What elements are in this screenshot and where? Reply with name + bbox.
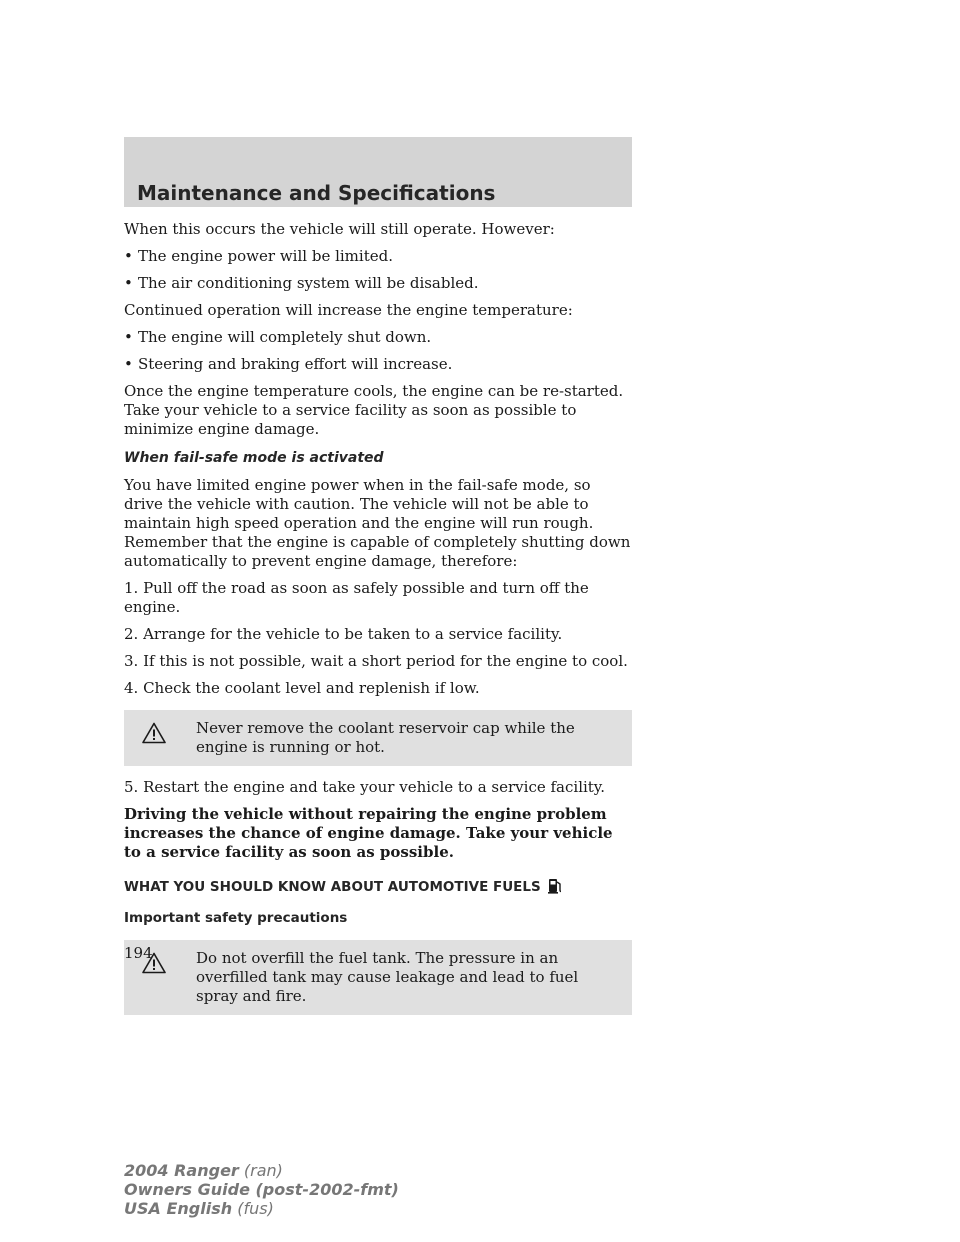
warning-box [124, 940, 632, 1015]
fuel-pump-icon [547, 876, 563, 894]
footer-line: Owners Guide (post-2002-fmt) [124, 1180, 399, 1199]
page-content [124, 220, 632, 1027]
document-footer [124, 1161, 399, 1218]
cools-paragraph: Once the engine temperature cools, the engine can be re-started. Take your vehicle to a service facility as soon as possible to minimize engine damage. [124, 382, 624, 438]
step-item: 4. Check the coolant level and replenish if low. [124, 679, 480, 697]
step-item: 2. Arrange for the vehicle to be taken to a service facility. [124, 625, 563, 643]
continued-paragraph: Continued operation will increase the engine temperature: [124, 301, 573, 319]
failsafe-paragraph: You have limited engine power when in the fail-safe mode, so drive the vehicle with caution. The vehicle will not be able to maintain high speed operation and the engine will run rough. Remember that the engine is capable of completely shutting down automatically to prevent engine damage, therefore: [124, 476, 631, 570]
engine-damage-warning: Driving the vehicle without repairing the engine problem increases the chance of engine damage. Take your vehicle to a service facility as soon as possible. [124, 805, 613, 861]
footer-line: USA English (fus) [124, 1199, 274, 1218]
fuels-heading: WHAT YOU SHOULD KNOW ABOUT AUTOMOTIVE FUELS [124, 876, 632, 897]
warning-text: Never remove the coolant reservoir cap while the engine is running or hot. [196, 719, 575, 756]
step-item: 5. Restart the engine and take your vehicle to a service facility. [124, 778, 606, 796]
footer-line: 2004 Ranger (ran) [124, 1161, 283, 1180]
section-header-band [124, 137, 632, 207]
section-title: Maintenance and Specifications [137, 181, 496, 205]
bullet-item: • The air conditioning system will be disabled. [124, 274, 479, 292]
warning-box [124, 710, 632, 766]
bullet-item: • Steering and braking effort will increase. [124, 355, 453, 373]
page-number: 194 [124, 944, 153, 962]
intro-paragraph: When this occurs the vehicle will still operate. However: [124, 220, 555, 238]
failsafe-heading: When fail-safe mode is activated [124, 450, 384, 466]
step-item: 3. If this is not possible, wait a short period for the engine to cool. [124, 652, 628, 670]
safety-heading: Important safety precautions [124, 910, 348, 926]
step-item: 1. Pull off the road as soon as safely possible and turn off the engine. [124, 579, 589, 616]
warning-triangle-icon [142, 722, 166, 744]
warning-text: Do not overfill the fuel tank. The pressure in an overfilled tank may cause leakage and lead to fuel spray and fire. [196, 949, 579, 1005]
bullet-item: • The engine will completely shut down. [124, 328, 432, 346]
bullet-item: • The engine power will be limited. [124, 247, 393, 265]
